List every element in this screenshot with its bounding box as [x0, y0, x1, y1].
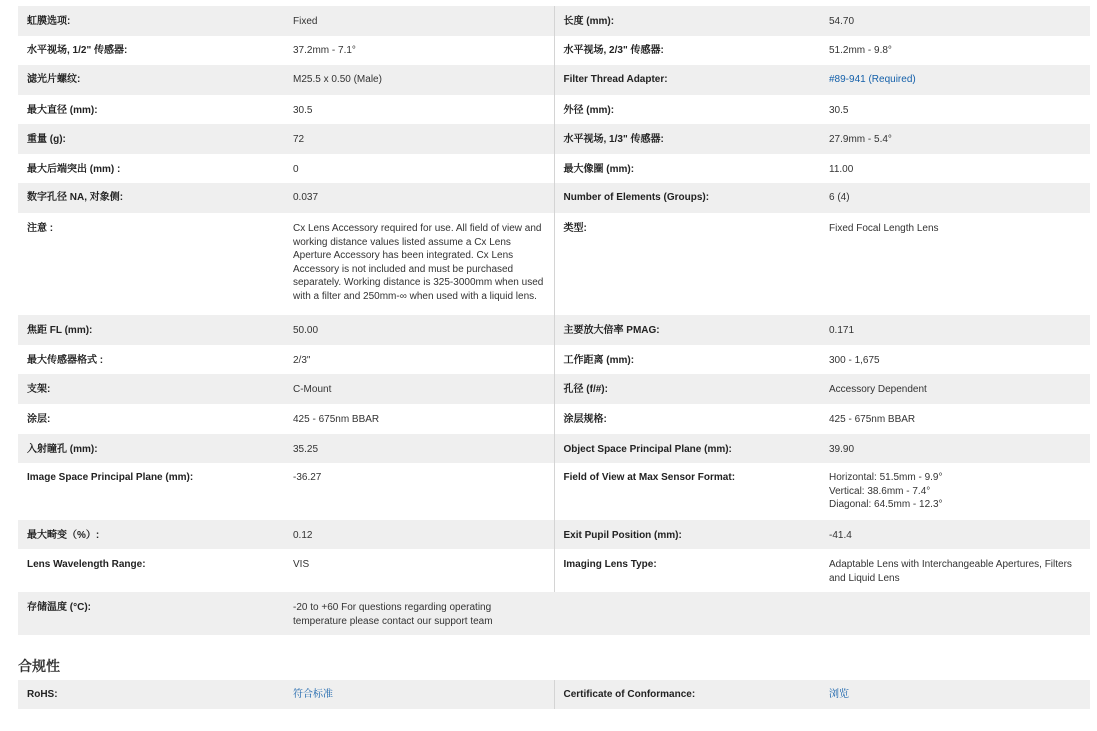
- compliance-heading: 合规性: [18, 658, 60, 674]
- spec-label: 长度 (mm):: [554, 6, 820, 36]
- spec-label: 水平视场, 1/2" 传感器:: [27, 45, 128, 56]
- spec-row: [18, 154, 1090, 183]
- spec-row: [18, 434, 1090, 463]
- spec-label: 支架:: [18, 374, 284, 404]
- spec-value: -41.4: [820, 520, 1090, 549]
- spec-label: 水平视场, 2/3" 传感器:: [554, 36, 820, 65]
- spec-row: [18, 315, 1090, 345]
- spec-value: 35.25: [284, 434, 554, 463]
- spec-value: 300 - 1,675: [829, 355, 880, 366]
- spec-label: 主要放大倍率 PMAG:: [554, 315, 820, 345]
- spec-value: Accessory Dependent: [820, 374, 1090, 404]
- spec-label: 最大像圈 (mm):: [554, 154, 820, 183]
- fov-vertical: Vertical: 38.6mm - 7.4°: [829, 485, 931, 497]
- rohs-compliant-link[interactable]: 符合标准: [293, 689, 333, 700]
- spec-label: 涂层规格:: [554, 404, 820, 434]
- rohs-label: RoHS:: [18, 680, 284, 709]
- spec-value: C-Mount: [284, 374, 554, 404]
- spec-value: -36.27: [293, 472, 322, 483]
- spec-value: Adaptable Lens with Interchangeable Apertures, Filters and Liquid Lens: [829, 559, 1072, 584]
- spec-row: [18, 592, 1090, 635]
- spec-value: 0: [293, 164, 299, 175]
- spec-row: [18, 36, 1090, 65]
- product-specs: [18, 6, 1090, 709]
- spec-label: 涂层:: [27, 414, 51, 425]
- spec-value: 2/3": [293, 355, 311, 366]
- spec-label: Field of View at Max Sensor Format:: [554, 463, 820, 520]
- spec-label: 最大传感器格式 :: [27, 355, 104, 366]
- spec-row: [18, 183, 1090, 213]
- spec-value: 37.2mm - 7.1°: [293, 45, 356, 56]
- spec-row: [18, 520, 1090, 549]
- spec-value: 0.037: [284, 183, 554, 213]
- spec-value: 425 - 675nm BBAR: [293, 414, 380, 425]
- spec-row: [18, 124, 1090, 154]
- spec-label: 注意 :: [27, 223, 54, 234]
- spec-label: 外径 (mm):: [554, 95, 820, 124]
- spec-label: 水平视场, 1/3" 传感器:: [554, 124, 820, 154]
- spec-row: [18, 6, 1090, 36]
- specs-table: [18, 6, 1090, 635]
- spec-value: 50.00: [284, 315, 554, 345]
- spec-value: Fixed: [284, 6, 554, 36]
- spec-row: [18, 549, 1090, 592]
- fov-diagonal: Diagonal: 64.5mm - 12.3°: [829, 499, 943, 510]
- spec-row: [18, 463, 1090, 520]
- spec-value: 51.2mm - 9.8°: [829, 45, 892, 56]
- spec-label: Filter Thread Adapter:: [554, 65, 820, 95]
- filter-thread-adapter-link[interactable]: #89-941 (Required): [829, 74, 916, 85]
- fov-horizontal: Horizontal: 51.5mm - 9.9°: [829, 472, 943, 483]
- spec-label: Lens Wavelength Range:: [27, 559, 146, 570]
- spec-label: Imaging Lens Type:: [554, 549, 820, 592]
- spec-label: 孔径 (f/#):: [554, 374, 820, 404]
- spec-label: 焦距 FL (mm):: [18, 315, 284, 345]
- spec-row: [18, 65, 1090, 95]
- spec-value: 30.5: [829, 105, 849, 116]
- spec-label: 虹膜选项:: [18, 6, 284, 36]
- spec-label: 重量 (g):: [18, 124, 284, 154]
- spec-value: 11.00: [829, 164, 854, 175]
- compliance-row: [18, 680, 1090, 709]
- certificate-label: Certificate of Conformance:: [554, 680, 820, 709]
- spec-label: 最大后端突出 (mm) :: [27, 164, 121, 175]
- spec-value: Fixed Focal Length Lens: [829, 223, 939, 234]
- spec-row: [18, 374, 1090, 404]
- spec-value: 0.171: [820, 315, 1090, 345]
- spec-label: Image Space Principal Plane (mm):: [27, 472, 194, 483]
- certificate-view-link[interactable]: 浏览: [829, 689, 849, 700]
- spec-row: [18, 95, 1090, 124]
- spec-value: 39.90: [820, 434, 1090, 463]
- spec-value: 54.70: [820, 6, 1090, 36]
- spec-label: Object Space Principal Plane (mm):: [554, 434, 820, 463]
- spec-label: 数字孔径 NA, 对象侧:: [18, 183, 284, 213]
- spec-label: Exit Pupil Position (mm):: [554, 520, 820, 549]
- spec-value: 0.12: [284, 520, 554, 549]
- spec-label: 最大畸变（%）:: [18, 520, 284, 549]
- spec-label: 最大直径 (mm):: [27, 105, 98, 116]
- spec-value: M25.5 x 0.50 (Male): [284, 65, 554, 95]
- spec-value: 425 - 675nm BBAR: [829, 414, 916, 425]
- spec-label: 类型:: [554, 213, 820, 315]
- spec-label: Number of Elements (Groups):: [554, 183, 820, 213]
- spec-label: 滤光片螺纹:: [18, 65, 284, 95]
- compliance-table: [18, 680, 1090, 709]
- spec-label: 入射瞳孔 (mm):: [18, 434, 284, 463]
- spec-value: 72: [284, 124, 554, 154]
- spec-value: 30.5: [293, 105, 313, 116]
- spec-row: [18, 213, 1090, 315]
- spec-label: 存储温度 (°C):: [18, 592, 284, 635]
- spec-value: 6 (4): [820, 183, 1090, 213]
- spec-value: Cx Lens Accessory required for use. All field of view and working distance values listed assume a Cx Lens Aperture Accessory has been integrated. Cx Lens Accessory is not included and must be purchased separately. Working distance is 325-3000mm when used with a filter and 250mm-∞ when used with a liquid lens.: [293, 223, 544, 302]
- spec-value: [820, 463, 1090, 520]
- spec-value: 27.9mm - 5.4°: [820, 124, 1090, 154]
- spec-row: [18, 404, 1090, 434]
- spec-value: -20 to +60 For questions regarding operating temperature please contact our support team: [284, 592, 554, 635]
- spec-row: [18, 345, 1090, 374]
- spec-label: 工作距离 (mm):: [554, 345, 820, 374]
- spec-value: VIS: [293, 559, 310, 570]
